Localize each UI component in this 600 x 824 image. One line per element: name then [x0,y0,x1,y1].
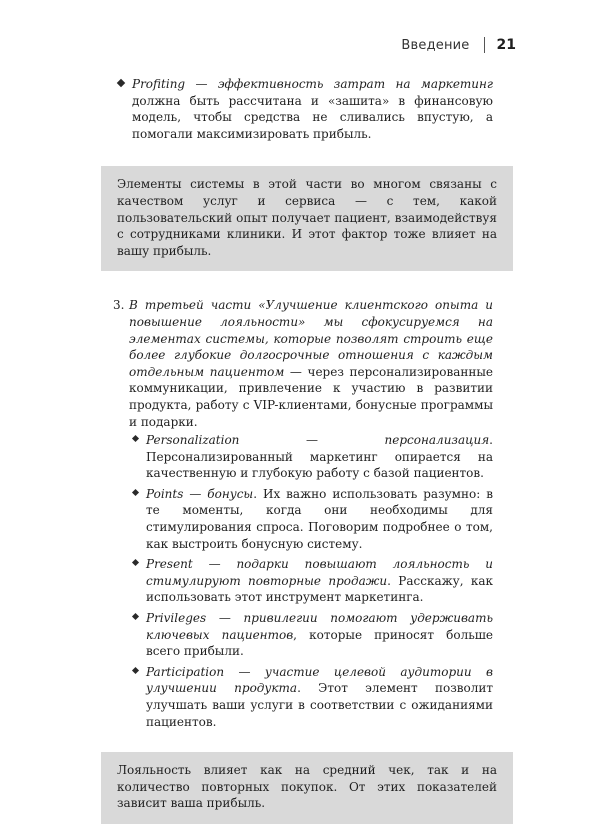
sub-bullet-italic: Points — бонусы [146,486,254,501]
bullet-text: должна быть рассчитана и «зашита» в финансовую модель, чтобы средства не сливались впустую, а помогали максимизировать прибыль. [132,93,493,141]
item-number: 3. [113,298,125,313]
diamond-bullet-icon [132,613,139,620]
sub-bullet-italic: Personalization — персонализация [146,433,490,448]
sub-bullet-personalization [113,432,493,482]
section-title: Введение [401,37,470,53]
callout-box [101,166,513,271]
sub-bullet-text: . Этот элемент позволит улучшать ваши услуги в соответствии с ожиданиями пациентов. [146,681,493,729]
callout-box-loyalty [101,752,513,824]
header-divider [484,37,485,53]
bullet-italic-rest: — эффективность затрат на маркетинг [185,77,493,91]
callout-text: Лояльность влияет как на средний чек, так и на количество повторных покупок. От этих показателей зависит ваша прибыль. [117,763,497,811]
item-italic-text: В третьей части «Улучшение клиентского опыта и повышение лояльности» мы сфокусируемся на элементах системы, которые позволят строить еще более глубокие долгосрочные отношения с каждым отдельным пациентом [129,298,493,379]
sub-bullet-list [113,432,493,730]
sub-bullet-participation [113,664,493,730]
diamond-bullet-icon [132,489,139,496]
sub-bullet-text: . Расскажу, как использовать этот инструмент маркетинга. [146,573,493,605]
diamond-bullet-icon [132,559,139,566]
sub-bullet-italic: Participation — участие целевой аудитории в улучшении продукта [146,664,493,696]
sub-bullet-privileges [113,610,493,660]
page-body [113,76,497,824]
numbered-item-3 [113,297,493,430]
sub-bullet-text: . Их важно использовать разумно: в те моменты, когда они необходимы для стимулирования спроса. Поговорим подробнее о том, как выстроить бонусную систему. [146,486,493,551]
running-header [401,37,516,53]
sub-bullet-points [113,486,493,552]
sub-bullet-present [113,556,493,606]
sub-bullet-italic: Privileges — привилегии помогают удерживать ключевых пациентов [146,611,493,642]
page-number: 21 [496,37,516,53]
sub-bullet-text: . Персонализированный маркетинг опирается на качественную и глубокую работу с базой пациентов. [146,433,493,481]
item-text: — через персонализированные коммуникации, привлечение к участию в развитии продукта, работу с VIP-клиентами, бонусные программы и подарки. [129,364,493,429]
bullet-term: Profiting [132,77,186,91]
diamond-bullet-icon [132,435,139,442]
diamond-bullet-icon [132,667,139,674]
sub-bullet-italic: Present — подарки повышают лояльность и стимулируют повторные продажи [146,557,493,588]
diamond-bullet-icon [117,79,125,87]
sub-bullet-text: , которые приносят больше всего прибыли. [146,627,493,659]
callout-text: Элементы системы в этой части во многом связаны с качеством услуг и сервиса — с тем, какой пользовательский опыт получает пациент, взаимодействуя с сотрудниками клиники. И этот фактор тоже влияет на вашу прибыль. [117,177,497,258]
bullet-profiting [99,76,493,142]
